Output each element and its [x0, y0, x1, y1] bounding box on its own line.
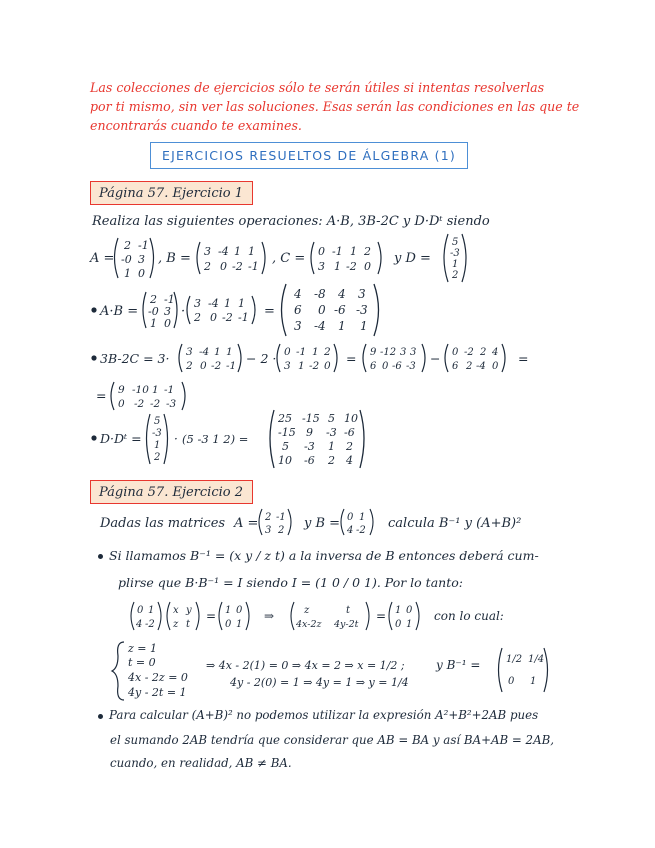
svg-text:0: 0 [225, 619, 232, 630]
svg-text:-4: -4 [199, 346, 210, 358]
exercise-2-prompt-start: Dadas las matrices [100, 516, 226, 531]
ab-result-matrix [293, 287, 368, 333]
svg-text:-3: -3 [166, 398, 177, 410]
ddt-row: (5 -3 1 2) = [182, 432, 249, 446]
svg-text:=: = [96, 388, 107, 403]
system-lines [127, 642, 188, 699]
ab-label: A·B = [100, 304, 139, 319]
svg-text:1: 1 [312, 346, 319, 358]
svg-text:t: t [186, 619, 191, 630]
intro-note [90, 78, 580, 135]
svg-text:1: 1 [334, 260, 341, 273]
ab-product [88, 282, 418, 338]
svg-text:-4: -4 [314, 319, 326, 333]
svg-text:·: · [174, 432, 178, 446]
svg-text:1: 1 [214, 346, 221, 358]
svg-text:4x - 2z = 0: 4x - 2z = 0 [128, 671, 188, 684]
svg-text:-12: -12 [380, 347, 397, 358]
svg-text:=: = [518, 351, 529, 366]
svg-text:4: 4 [347, 525, 354, 536]
svg-text:-15: -15 [302, 412, 320, 425]
b3c2-operation [88, 338, 578, 378]
svg-text:1: 1 [298, 360, 305, 372]
svg-text:1: 1 [328, 440, 335, 453]
svg-text:1: 1 [224, 297, 231, 310]
bullet [98, 714, 103, 719]
svg-text:1: 1 [236, 619, 243, 630]
svg-text:0: 0 [210, 311, 217, 324]
svg-text:=: = [206, 609, 217, 623]
svg-text:-6: -6 [304, 454, 315, 467]
inverse-label: y B⁻¹ = [436, 658, 481, 672]
svg-text:2: 2 [194, 311, 201, 324]
svg-text:9: 9 [306, 426, 313, 439]
ex2-bullet-2 [98, 708, 538, 722]
svg-text:-2: -2 [145, 619, 155, 630]
svg-text:2: 2 [452, 270, 459, 281]
svg-text:0: 0 [200, 360, 207, 372]
svg-text:3: 3 [358, 287, 366, 301]
inverse-matrix [506, 654, 544, 687]
svg-text:4: 4 [492, 347, 499, 358]
svg-text:3: 3 [284, 360, 291, 372]
svg-text:1/2: 1/2 [506, 654, 523, 665]
svg-text:1: 1 [226, 346, 233, 358]
svg-text:0: 0 [164, 317, 171, 330]
bracket-left [115, 238, 119, 278]
label-d: y D = [394, 251, 431, 266]
matrix-c [318, 245, 371, 273]
exercise-2-prompt-end: calcula B⁻¹ y (A+B)² [388, 516, 522, 531]
svg-text:0: 0 [284, 346, 291, 358]
svg-text:⇒: ⇒ [264, 609, 275, 623]
svg-text:-10: -10 [132, 384, 149, 396]
svg-text:-1: -1 [296, 346, 307, 358]
svg-text:-1: -1 [164, 384, 175, 396]
svg-text:0: 0 [364, 260, 371, 273]
svg-text:4y - 2t = 1: 4y - 2t = 1 [128, 686, 187, 699]
svg-text:0: 0 [406, 605, 413, 616]
svg-text:4: 4 [338, 287, 346, 301]
svg-text:2: 2 [466, 361, 473, 372]
svg-text:4x-2z: 4x-2z [296, 619, 322, 630]
exercise-2-header [90, 480, 253, 504]
svg-text:25: 25 [278, 412, 292, 425]
svg-text:1: 1 [359, 512, 366, 523]
document-title-box [150, 142, 468, 169]
svg-text:4: 4 [136, 619, 143, 630]
svg-text:0: 0 [220, 260, 227, 273]
svg-text:3: 3 [138, 253, 145, 266]
svg-text:-2: -2 [222, 311, 233, 324]
svg-text:1: 1 [406, 619, 413, 630]
svg-text:1: 1 [360, 319, 368, 333]
svg-text:2: 2 [364, 245, 371, 258]
svg-text:2: 2 [204, 260, 211, 273]
svg-text:0: 0 [324, 360, 331, 372]
intro-line-2: por ti mismo, sin ver las soluciones. Esas serán las condiciones en las que te [90, 99, 580, 114]
svg-text:1: 1 [238, 297, 245, 310]
svg-text:-1: -1 [332, 245, 343, 258]
svg-text:-2: -2 [134, 398, 145, 410]
svg-text:-2: -2 [232, 260, 243, 273]
svg-text:-4: -4 [218, 245, 229, 258]
svg-text:-1: -1 [164, 293, 175, 306]
svg-text:=: = [376, 609, 387, 623]
svg-text:y B =: y B = [304, 516, 341, 531]
svg-text:1: 1 [452, 259, 459, 270]
ddt-product [88, 408, 388, 470]
matrix-a [121, 239, 149, 280]
result-y: 4y - 2(0) = 1 ⇒ 4y = 1 ⇒ y = 1/4 [230, 676, 409, 689]
svg-text:1: 1 [150, 317, 157, 330]
svg-text:0: 0 [382, 361, 389, 372]
intro-line-1: Las colecciones de ejercicios sólo te serán útiles si intentas resolverlas [90, 80, 545, 95]
svg-text:-6: -6 [392, 361, 402, 372]
svg-text:t = 0: t = 0 [128, 656, 156, 669]
svg-text:− 2 ·: − 2 · [246, 351, 277, 366]
svg-text:2: 2 [324, 346, 331, 358]
svg-text:3: 3 [294, 319, 302, 333]
svg-text:−: − [430, 351, 441, 366]
svg-text:-2: -2 [356, 525, 366, 536]
ex2-bullet-2-text: Para calcular (A+B)² no podemos utilizar la expresión A²+B²+2AB pues [109, 708, 539, 722]
svg-text:2: 2 [328, 454, 335, 467]
svg-text:-4: -4 [476, 361, 486, 372]
b3c2-result-matrix [118, 384, 177, 410]
svg-text:0: 0 [137, 605, 144, 616]
svg-text:0: 0 [452, 347, 459, 358]
svg-text:3: 3 [204, 245, 211, 258]
svg-text:1: 1 [248, 245, 255, 258]
bullet [98, 554, 103, 559]
svg-text:0: 0 [318, 245, 325, 258]
svg-text:2: 2 [186, 360, 193, 372]
result-x: ⇒ 4x - 2(1) = 0 ⇒ 4x = 2 ⇒ x = 1/2 ; [206, 659, 405, 672]
svg-text:10: 10 [344, 412, 358, 425]
bracket-right [150, 238, 154, 278]
inverse-equation [128, 598, 568, 638]
svg-text:5: 5 [452, 237, 459, 248]
ddt-label: D·Dᵗ = [100, 431, 142, 446]
svg-text:-1: -1 [138, 239, 149, 252]
svg-text:5: 5 [154, 416, 161, 427]
svg-text:6: 6 [370, 361, 377, 372]
svg-text:0: 0 [395, 619, 402, 630]
svg-text:6: 6 [294, 303, 302, 317]
svg-text:-3: -3 [304, 440, 315, 453]
svg-text:x: x [173, 605, 179, 616]
svg-text:z: z [173, 619, 179, 630]
svg-text:-3: -3 [450, 248, 460, 259]
svg-text:A =: A = [234, 516, 259, 531]
exercise-2-prompt [98, 505, 568, 539]
svg-text:5: 5 [282, 440, 289, 453]
svg-text:-6: -6 [344, 426, 355, 439]
svg-text:0: 0 [508, 676, 515, 687]
equation-tail: con lo cual: [434, 609, 504, 623]
svg-text:-4: -4 [208, 297, 219, 310]
svg-text:6: 6 [452, 361, 459, 372]
svg-text:0: 0 [318, 303, 326, 317]
svg-text:-2: -2 [211, 360, 222, 372]
svg-text:y: y [186, 605, 192, 616]
svg-text:2: 2 [480, 347, 487, 358]
exercise-2-header-text: Página 57. Ejercicio 2 [99, 484, 243, 500]
bullet [91, 307, 96, 312]
svg-text:2: 2 [346, 440, 353, 453]
svg-text:-3: -3 [406, 361, 416, 372]
svg-text:1: 1 [395, 605, 402, 616]
svg-text:2: 2 [265, 512, 272, 523]
matrix-d [450, 237, 460, 281]
svg-text:2: 2 [150, 293, 157, 306]
svg-text:-3: -3 [326, 426, 337, 439]
ex2-bullet-1-cont: plirse que B·B⁻¹ = I siendo I = (1 0 / 0 1). Por lo tanto: [118, 575, 463, 590]
exercise-1-header-text: Página 57. Ejercicio 1 [99, 185, 243, 201]
matrix-definitions [88, 232, 508, 284]
svg-text:3: 3 [194, 297, 201, 310]
svg-text:-0: -0 [121, 253, 132, 266]
svg-text:2: 2 [154, 452, 161, 463]
svg-text:-8: -8 [314, 287, 326, 301]
label-c: , C = [272, 251, 306, 266]
label-b: , B = [158, 251, 191, 266]
svg-text:0: 0 [492, 361, 499, 372]
svg-text:0: 0 [236, 605, 243, 616]
svg-text:-3: -3 [152, 428, 162, 439]
svg-text:-3: -3 [356, 303, 368, 317]
svg-text:3: 3 [265, 525, 272, 536]
svg-text:-1: -1 [248, 260, 259, 273]
svg-text:4: 4 [294, 287, 302, 301]
svg-text:3: 3 [164, 305, 171, 318]
svg-text:5: 5 [328, 412, 335, 425]
svg-text:1: 1 [350, 245, 357, 258]
svg-text:0: 0 [138, 267, 145, 280]
svg-text:z = 1: z = 1 [128, 642, 158, 655]
svg-text:0: 0 [118, 398, 125, 410]
svg-text:z: z [304, 605, 310, 616]
svg-text:-2: -2 [309, 360, 320, 372]
svg-text:-1: -1 [226, 360, 237, 372]
intro-line-3: encontrarás cuando te examines. [90, 118, 302, 133]
svg-text:4: 4 [346, 454, 353, 467]
svg-text:t: t [346, 605, 351, 616]
svg-text:2: 2 [278, 525, 285, 536]
svg-text:3: 3 [318, 260, 325, 273]
svg-text:-2: -2 [464, 347, 474, 358]
svg-text:1: 1 [338, 319, 346, 333]
ddt-result-matrix [277, 412, 358, 467]
svg-text:3: 3 [400, 347, 407, 358]
exercise-1-header [90, 181, 253, 205]
svg-text:1: 1 [225, 605, 232, 616]
ex2-bullet-2-line-2: el sumando 2AB tendría que considerar que AB = BA y así BA+AB = 2AB, [110, 733, 555, 747]
svg-text:-1: -1 [276, 512, 286, 523]
svg-text:2: 2 [124, 239, 131, 252]
document-title: EJERCICIOS RESUELTOS DE ÁLGEBRA (1) [162, 148, 456, 163]
svg-text:·: · [181, 304, 186, 319]
svg-text:1: 1 [154, 440, 161, 451]
svg-text:4y-2t: 4y-2t [334, 619, 359, 630]
svg-text:-0: -0 [148, 305, 159, 318]
svg-text:0: 0 [347, 512, 354, 523]
svg-text:9: 9 [370, 347, 377, 358]
svg-text:-2: -2 [346, 260, 357, 273]
svg-text:1/4: 1/4 [528, 654, 545, 665]
b3c2-label: 3B-2C = 3· [100, 351, 170, 366]
svg-text:=: = [264, 304, 275, 319]
svg-text:10: 10 [278, 454, 292, 467]
svg-text:-2: -2 [150, 398, 161, 410]
svg-text:-1: -1 [238, 311, 249, 324]
svg-text:1: 1 [124, 267, 131, 280]
svg-text:=: = [346, 351, 357, 366]
svg-text:9: 9 [118, 384, 125, 396]
svg-text:1: 1 [148, 605, 155, 616]
svg-text:3: 3 [186, 346, 193, 358]
svg-text:-15: -15 [278, 426, 296, 439]
svg-text:1: 1 [234, 245, 241, 258]
svg-text:1: 1 [530, 676, 537, 687]
exercise-1-prompt: Realiza las siguientes operaciones: A·B, 3B-2C y D·Dᵗ siendo [92, 214, 490, 229]
svg-text:-6: -6 [334, 303, 346, 317]
svg-text:3: 3 [410, 347, 417, 358]
label-a: A = [90, 251, 115, 266]
ex2-bullet-2-line-3: cuando, en realidad, AB ≠ BA. [110, 756, 292, 770]
system-of-equations [110, 640, 560, 702]
ex2-bullet-1-text: Si llamamos B⁻¹ = (x y / z t) a la inversa de B entonces deberá cum- [109, 548, 539, 563]
matrix-b [203, 245, 259, 273]
svg-text:1: 1 [152, 384, 159, 396]
ex2-bullet-1 [98, 548, 539, 563]
